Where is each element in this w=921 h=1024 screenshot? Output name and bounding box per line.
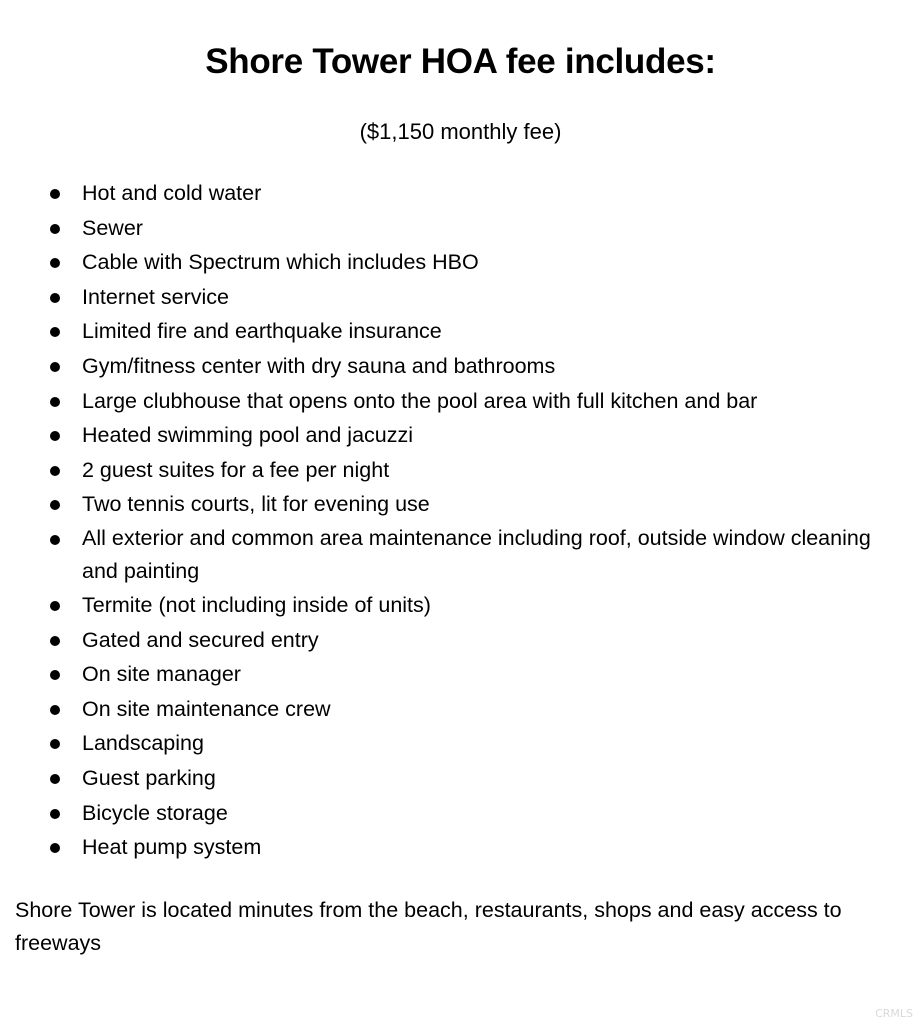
bullet-icon	[50, 705, 60, 715]
list-item-text: Sewer	[82, 215, 143, 240]
list-item	[0, 588, 921, 623]
bullet-icon	[50, 809, 60, 819]
list-item	[0, 453, 921, 488]
list-item-text: On site manager	[82, 662, 241, 687]
list-item	[0, 522, 921, 588]
bullet-icon	[50, 397, 60, 407]
list-item-text: Cable with Spectrum which includes HBO	[82, 250, 479, 275]
list-item-text: Termite (not including inside of units)	[82, 592, 431, 617]
list-item	[0, 657, 921, 692]
bullet-icon	[50, 466, 60, 476]
bullet-icon	[50, 431, 60, 441]
document-title: Shore Tower HOA fee includes:	[205, 42, 716, 81]
bullet-icon	[50, 670, 60, 680]
bullet-icon	[50, 327, 60, 337]
bullet-icon	[50, 362, 60, 372]
list-item	[0, 830, 921, 865]
list-item-text: Heated swimming pool and jacuzzi	[82, 423, 414, 448]
list-item-text: Two tennis courts, lit for evening use	[82, 492, 430, 517]
list-item-text: Heat pump system	[82, 835, 262, 860]
list-item	[0, 418, 921, 453]
list-item-text: On site maintenance crew	[82, 696, 331, 721]
document-subtitle: ($1,150 monthly fee)	[359, 119, 562, 144]
list-item	[0, 245, 921, 280]
list-item	[0, 692, 921, 727]
list-item-text: Gym/fitness center with dry sauna and bathrooms	[82, 353, 556, 378]
list-item-text: Landscaping	[82, 731, 204, 756]
bullet-icon	[50, 293, 60, 303]
bullet-icon	[50, 739, 60, 749]
bullet-icon	[50, 500, 60, 510]
list-item	[0, 623, 921, 658]
list-item-text: Bicycle storage	[82, 800, 228, 825]
list-item	[0, 796, 921, 831]
bullet-icon	[50, 258, 60, 268]
included-items-list	[0, 176, 921, 865]
bullet-icon	[50, 601, 60, 611]
list-item	[0, 487, 921, 522]
list-item	[0, 349, 921, 384]
list-item	[0, 280, 921, 315]
list-item	[0, 761, 921, 796]
bullet-icon	[50, 843, 60, 853]
list-item-text: Hot and cold water	[82, 181, 262, 205]
bullet-icon	[50, 774, 60, 784]
list-item	[0, 211, 921, 246]
bullet-icon	[50, 535, 60, 545]
list-item-text: 2 guest suites for a fee per night	[82, 457, 390, 482]
list-item-text: All exterior and common area maintenance including roof, outside window cleaning and painting	[82, 525, 871, 583]
location-note: Shore Tower is located minutes from the beach, restaurants, shops and easy access to freeways	[15, 898, 842, 955]
list-item	[0, 176, 921, 211]
list-item-text: Internet service	[82, 284, 229, 309]
bullet-icon	[50, 189, 60, 199]
bullet-icon	[50, 224, 60, 234]
list-item	[0, 314, 921, 349]
list-item-text: Gated and secured entry	[82, 627, 319, 652]
list-item	[0, 384, 921, 419]
bullet-icon	[50, 636, 60, 646]
list-item-text: Guest parking	[82, 765, 216, 790]
list-item-text: Limited fire and earthquake insurance	[82, 319, 442, 344]
list-item-text: Large clubhouse that opens onto the pool area with full kitchen and bar	[82, 388, 758, 413]
watermark: CRMLS	[875, 1007, 913, 1020]
list-item	[0, 726, 921, 761]
